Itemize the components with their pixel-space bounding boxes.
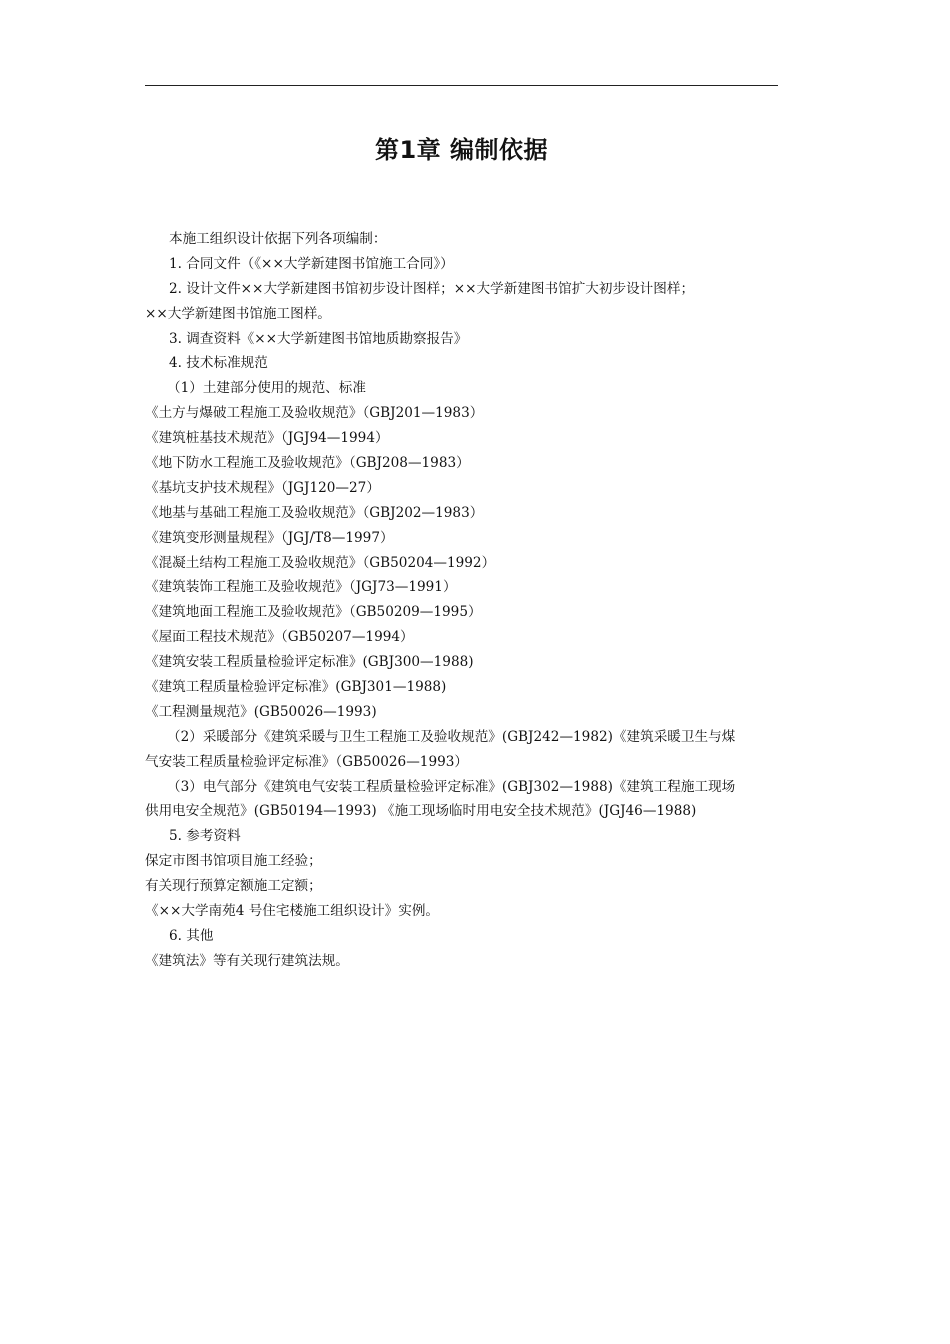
chapter-title: 第1章 编制依据: [374, 136, 549, 164]
item-standards: 4. 技术标准规范: [169, 355, 268, 372]
other-item: 《建筑法》等有关现行建筑法规。: [145, 952, 349, 969]
sub-electrical-cont: 供用电安全规范》(GB50194—1993) 《施工现场临时用电安全技术规范》(JGJ46—1988): [145, 803, 697, 820]
sub-electrical: （3）电气部分《建筑电气安装工程质量检验评定标准》(GBJ302—1988)《建筑工程施工现场: [167, 778, 736, 795]
reference-item: 保定市图书馆项目施工经验；: [145, 853, 322, 870]
standard-item: 《屋面工程技术规范》（GB50207—1994）: [145, 629, 414, 646]
item-contract: 1. 合同文件（《××大学新建图书馆施工合同》）: [169, 255, 454, 272]
standard-item: 《地下防水工程施工及验收规范》（GBJ208—1983）: [145, 455, 470, 472]
sub-heating-cont: 气安装工程质量检验评定标准》（GB50026—1993）: [145, 753, 468, 770]
item-survey: 3. 调查资料《××大学新建图书馆地质勘察报告》: [169, 330, 468, 347]
standard-item: 《混凝土结构工程施工及验收规范》（GB50204—1992）: [145, 554, 496, 571]
standard-item: 《土方与爆破工程施工及验收规范》（GBJ201—1983）: [145, 405, 484, 422]
document-body: [145, 227, 810, 974]
standard-item: 《建筑装饰工程施工及验收规范》（JGJ73—1991）: [145, 579, 457, 596]
standard-item: 《工程测量规范》(GB50026—1993): [145, 703, 377, 720]
item-design-docs-cont: ××大学新建图书馆施工图样。: [145, 305, 331, 322]
standard-item: 《建筑工程质量检验评定标准》(GBJ301—1988): [145, 679, 447, 696]
standard-item: 《建筑变形测量规程》（JGJ/T8—1997）: [145, 529, 394, 546]
standard-item: 《建筑桩基技术规范》（JGJ94—1994）: [145, 430, 389, 447]
header-rule: [145, 85, 778, 86]
intro-line: 本施工组织设计依据下列各项编制：: [169, 231, 387, 247]
standard-item: 《建筑安装工程质量检验评定标准》(GBJ300—1988): [145, 654, 474, 671]
reference-item: 《××大学南苑4 号住宅楼施工组织设计》实例。: [145, 903, 440, 920]
sub-civil-heading: （1）土建部分使用的规范、标准: [167, 380, 366, 397]
reference-item: 有关现行预算定额施工定额；: [145, 878, 322, 895]
item-design-docs: 2. 设计文件××大学新建图书馆初步设计图样；××大学新建图书馆扩大初步设计图样；: [169, 280, 695, 297]
standard-item: 《地基与基础工程施工及验收规范》（GBJ202—1983）: [145, 504, 484, 521]
sub-heating: （2）采暖部分《建筑采暖与卫生工程施工及验收规范》(GBJ242—1982)《建筑采暖卫生与煤: [167, 728, 736, 745]
standard-item: 《建筑地面工程施工及验收规范》（GB50209—1995）: [145, 604, 482, 621]
item-other: 6. 其他: [169, 927, 214, 944]
item-references: 5. 参考资料: [169, 828, 241, 845]
standard-item: 《基坑支护技术规程》（JGJ120—27）: [145, 479, 380, 496]
